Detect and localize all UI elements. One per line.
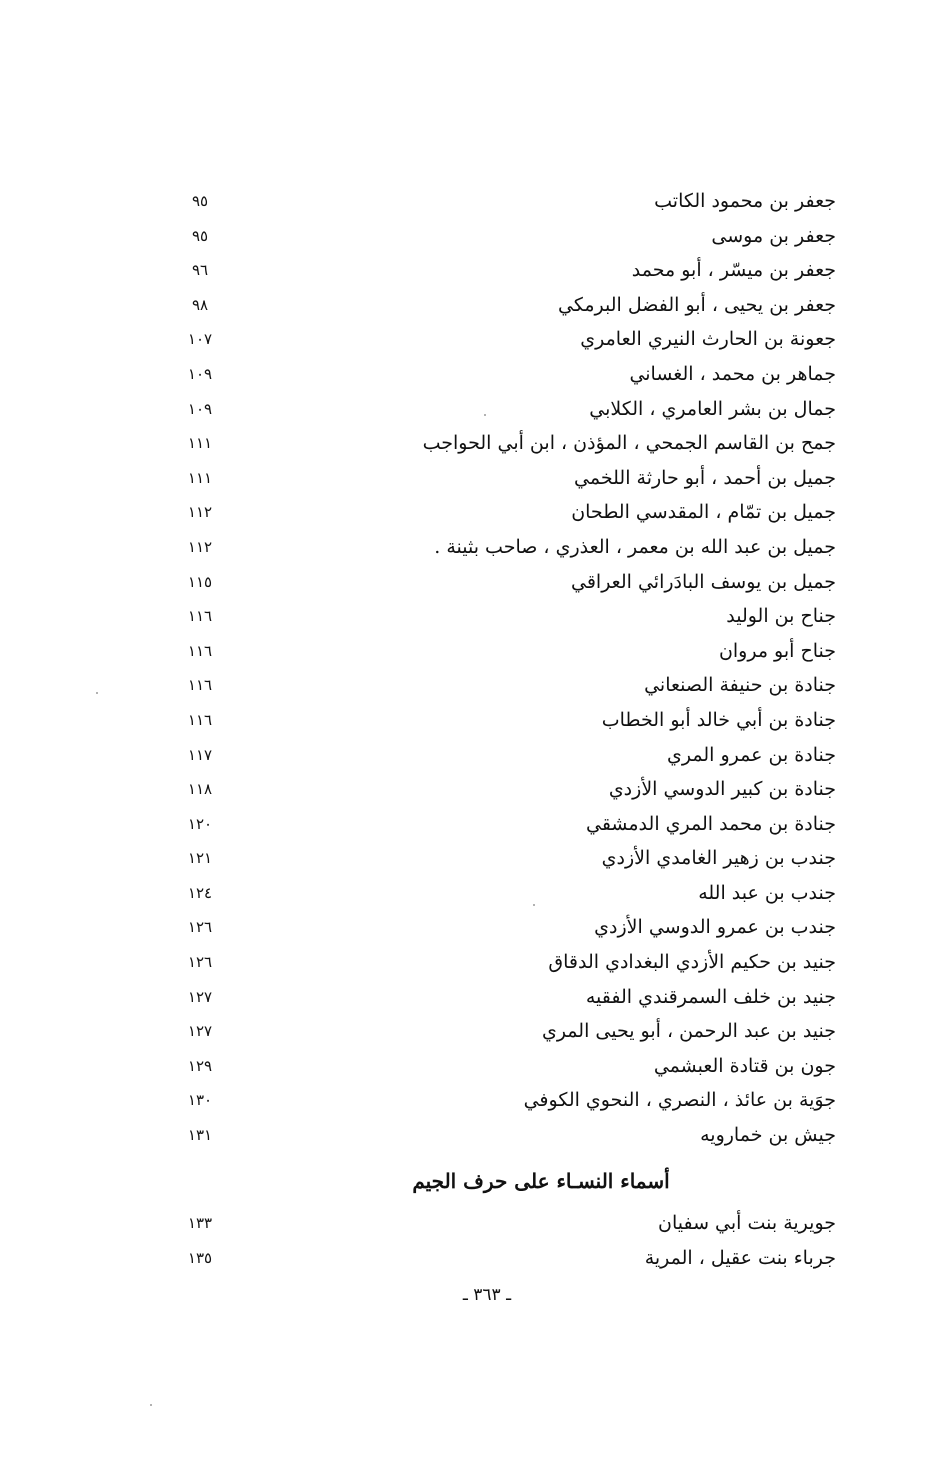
entry-page: ١٢٦ — [187, 953, 213, 972]
entry-name: جميل بن أحمد ، أبو حارثة اللخمي — [574, 466, 836, 489]
entry-page: ١٢٤ — [187, 883, 213, 902]
entry-name: جنيد بن حكيم الأزدي البغدادي الدقاق — [548, 951, 836, 974]
entry-name: جنادة بن محمد المري الدمشقي — [585, 812, 836, 835]
entry-name: جرباء بنت عقيل ، المرية — [644, 1246, 836, 1269]
entry-page: ١٠٩ — [187, 399, 213, 418]
entry-name: جون بن قتادة العبشمي — [653, 1054, 836, 1077]
entry-page: ٩٦ — [191, 261, 209, 280]
scan-speck — [484, 414, 486, 416]
entry-page: ١٣١ — [187, 1126, 213, 1145]
index-entry — [176, 426, 836, 461]
index-entry — [176, 841, 836, 876]
entry-page: ١١٦ — [187, 641, 213, 660]
entry-page: ١١٦ — [187, 676, 213, 695]
entry-name: جنادة بن كبير الدوسي الأزدي — [608, 778, 836, 801]
entry-page: ٩٨ — [191, 295, 209, 314]
entry-name: جندب بن عبد الله — [698, 881, 836, 904]
entry-page: ١٣٠ — [187, 1091, 213, 1110]
entry-name: جعفر بن محمود الكاتب — [654, 190, 836, 212]
entry-page: ١٢٦ — [187, 918, 213, 937]
entry-page: ١٠٧ — [187, 330, 213, 349]
entry-page: ١١٧ — [187, 745, 213, 764]
entry-name: جناح بن الوليد — [726, 605, 836, 628]
index-entry — [176, 1118, 836, 1153]
entry-page: ١٢٧ — [187, 1022, 213, 1041]
scan-speck — [96, 692, 98, 694]
index-entry — [176, 876, 836, 911]
index-entry — [176, 703, 836, 738]
entry-page: ١٢٧ — [187, 987, 213, 1006]
entry-name: جعفر بن ميسّر ، أبو محمد — [631, 259, 836, 282]
entry-name: جوَية بن عائذ ، النصري ، النحوي الكوفي — [523, 1089, 836, 1112]
entry-name: جماهر بن محمد ، الغساني — [629, 362, 836, 385]
entry-name: جنادة بن حنيفة الصنعاني — [644, 674, 836, 697]
section-heading-text: أسماء النسـاء على حرف الجيم — [412, 1169, 670, 1193]
entry-name: جندب بن عمرو الدوسي الأزدي — [594, 916, 836, 939]
page-number-text: ـ ٣٦٣ ـ — [462, 1285, 512, 1305]
entry-name: جناح أبو مروان — [718, 639, 836, 662]
index-entry — [176, 807, 836, 842]
entry-name: جمال بن بشر العامري ، الكلابي — [589, 397, 836, 420]
index-entry — [176, 565, 836, 600]
entry-page: ٩٥ — [191, 226, 209, 245]
index-entry — [176, 1241, 836, 1276]
index-entry — [176, 772, 836, 807]
index-entry — [176, 1083, 836, 1118]
entry-name: جعفر بن يحيى ، أبو الفضل البرمكي — [558, 293, 836, 316]
entry-page: ١١٦ — [187, 607, 213, 626]
entry-name: جميل بن تمّام ، المقدسي الطحان — [571, 501, 836, 524]
page-number — [0, 1281, 944, 1309]
entry-page: ١١١ — [187, 434, 213, 453]
entry-page: ١٢٠ — [187, 814, 213, 833]
women-index-list — [176, 1206, 836, 1275]
index-entry — [176, 392, 836, 427]
entry-name: جنادة بن عمرو المري — [667, 743, 836, 766]
entry-page: ١١١ — [187, 468, 213, 487]
entry-name: جيش بن خمارويه — [700, 1124, 836, 1147]
entry-name: جنيد بن خلف السمرقندي الفقيه — [585, 985, 836, 1008]
index-entry — [176, 219, 836, 254]
scan-speck — [150, 1404, 152, 1406]
entry-page: ٩٥ — [191, 192, 209, 210]
entry-name: جويرية بنت أبي سفيان — [657, 1212, 836, 1234]
entry-page: ١٣٣ — [187, 1214, 213, 1232]
entry-name: جميل بن عبد الله بن معمر ، العذري ، صاحب بثينة . — [434, 535, 836, 558]
entry-page: ١٢١ — [187, 849, 213, 868]
entry-name: جمح بن القاسم الجمحي ، المؤذن ، ابن أبي الحواجب — [422, 432, 836, 455]
index-entry — [176, 668, 836, 703]
index-entry — [176, 530, 836, 565]
entry-name: جنادة بن أبي خالد أبو الخطاب — [601, 708, 836, 731]
scan-speck — [533, 904, 535, 906]
entry-page: ١٢٩ — [187, 1056, 213, 1075]
entry-page: ١٣٥ — [187, 1248, 213, 1267]
index-entry — [176, 253, 836, 288]
entry-page: ١٠٩ — [187, 364, 213, 383]
entry-page: ١١٢ — [187, 537, 213, 556]
index-entry — [176, 1014, 836, 1049]
entry-page: ١١٢ — [187, 503, 213, 522]
index-entry — [176, 1206, 836, 1241]
entry-page: ١١٥ — [187, 572, 213, 591]
section-heading — [176, 1164, 836, 1198]
index-entry — [176, 1049, 836, 1084]
index-entry — [176, 738, 836, 773]
entry-page: ١١٨ — [187, 780, 213, 799]
index-entry — [176, 461, 836, 496]
index-entry — [176, 945, 836, 980]
index-entry — [176, 495, 836, 530]
men-index-list — [176, 184, 836, 1153]
entry-name: جعونة بن الحارث النيري العامري — [580, 328, 836, 351]
index-entry — [176, 980, 836, 1015]
index-entry — [176, 599, 836, 634]
entry-name: جميل بن يوسف البادَرائي العراقي — [571, 570, 836, 593]
index-entry — [176, 184, 836, 219]
entry-page: ١١٦ — [187, 710, 213, 729]
entry-name: جندب بن زهير الغامدي الأزدي — [601, 847, 836, 870]
index-entry — [176, 634, 836, 669]
index-entry — [176, 322, 836, 357]
entry-name: جعفر بن موسى — [711, 224, 836, 247]
entry-name: جنيد بن عبد الرحمن ، أبو يحيى المري — [541, 1020, 836, 1043]
index-entry — [176, 910, 836, 945]
index-entry — [176, 288, 836, 323]
index-entry — [176, 357, 836, 392]
